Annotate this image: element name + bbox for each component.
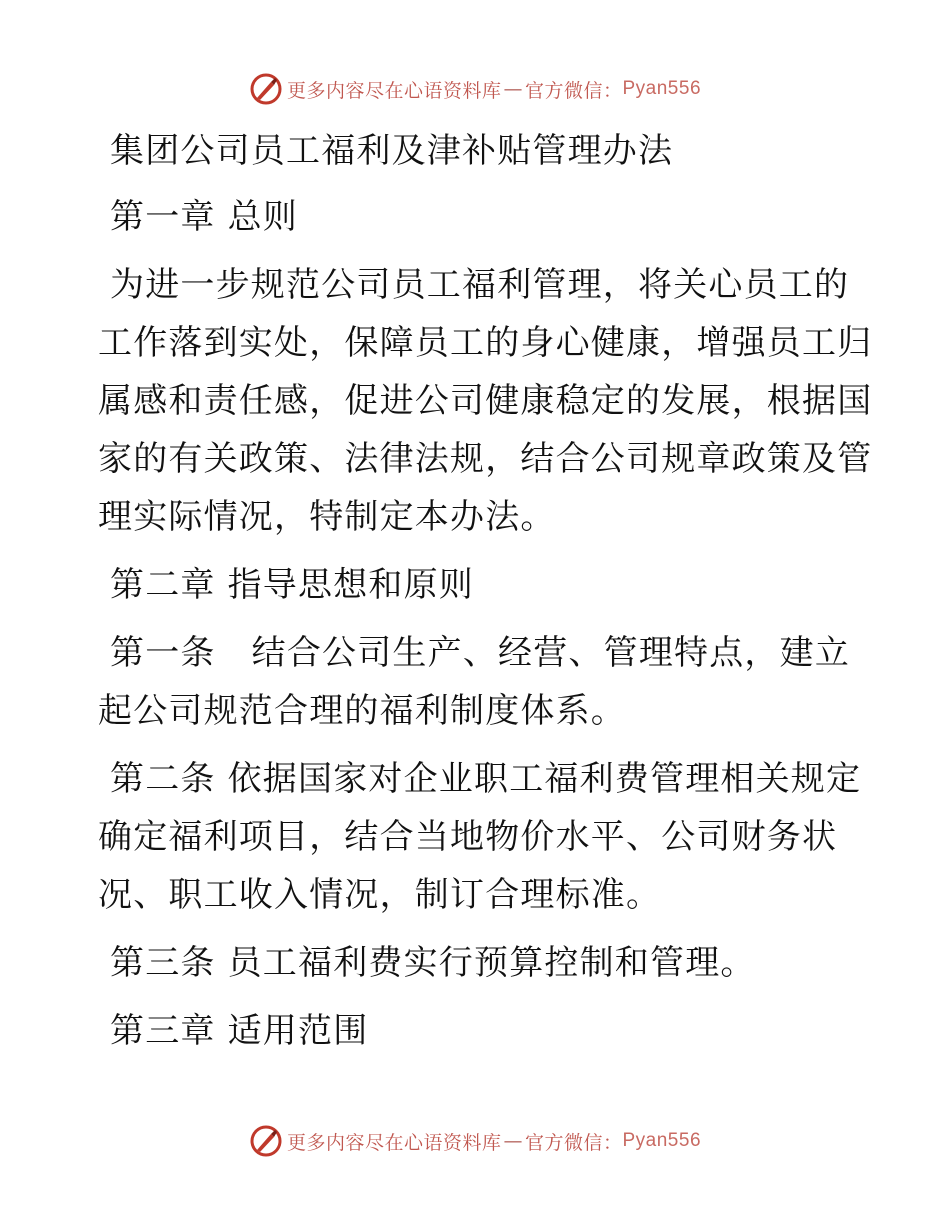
watermark-brand: 更多内容尽在心语资料库 bbox=[286, 79, 502, 102]
chapter-3-heading: 第三章 适用范围 bbox=[110, 1011, 369, 1051]
paragraph-line: 为进一步规范公司员工福利管理，将关心员工的 bbox=[110, 265, 850, 305]
chapter-2-heading: 第二章 指导思想和原则 bbox=[110, 565, 475, 605]
paragraph-line: 第一条 结合公司生产、经营、管理特点，建立 bbox=[110, 633, 851, 673]
article-1 bbox=[98, 624, 858, 740]
intro-paragraph bbox=[98, 256, 873, 546]
document-body bbox=[98, 122, 873, 1060]
header-watermark bbox=[0, 72, 950, 106]
paragraph-line: 理实际情况，特制定本办法。 bbox=[98, 497, 556, 537]
paragraph-line: 第二条 依据国家对企业职工福利费管理相关规定 bbox=[110, 759, 862, 799]
paragraph-line: 属感和责任感，促进公司健康稳定的发展，根据国 bbox=[98, 381, 873, 421]
watermark-label: 官方微信： bbox=[524, 1131, 623, 1154]
chapter-1-heading: 第一章 总则 bbox=[110, 197, 299, 237]
footer-watermark bbox=[0, 1124, 950, 1158]
watermark-brand: 更多内容尽在心语资料库 bbox=[286, 1131, 502, 1154]
paragraph-line: 家的有关政策、法律法规，结合公司规章政策及管 bbox=[98, 439, 873, 479]
paragraph-line: 工作落到实处，保障员工的身心健康，增强员工归 bbox=[98, 323, 873, 363]
watermark-label: 官方微信： bbox=[524, 79, 623, 102]
pen-logo-icon bbox=[249, 72, 283, 106]
article-3: 第三条 员工福利费实行预算控制和管理。 bbox=[110, 943, 756, 983]
paragraph-line: 确定福利项目，结合当地物价水平、公司财务状 bbox=[98, 817, 838, 857]
watermark-separator: — bbox=[503, 1130, 523, 1152]
paragraph-line: 况、职工收入情况，制订合理标准。 bbox=[98, 875, 662, 915]
pen-logo-icon bbox=[249, 1124, 283, 1158]
watermark-separator: — bbox=[503, 78, 523, 100]
paragraph-line: 起公司规范合理的福利制度体系。 bbox=[98, 691, 626, 731]
document-title: 集团公司员工福利及津补贴管理办法 bbox=[110, 131, 674, 171]
watermark-wechat-id: Pyan556 bbox=[622, 78, 702, 99]
watermark-wechat-id: Pyan556 bbox=[622, 1130, 702, 1151]
article-2 bbox=[98, 750, 862, 924]
